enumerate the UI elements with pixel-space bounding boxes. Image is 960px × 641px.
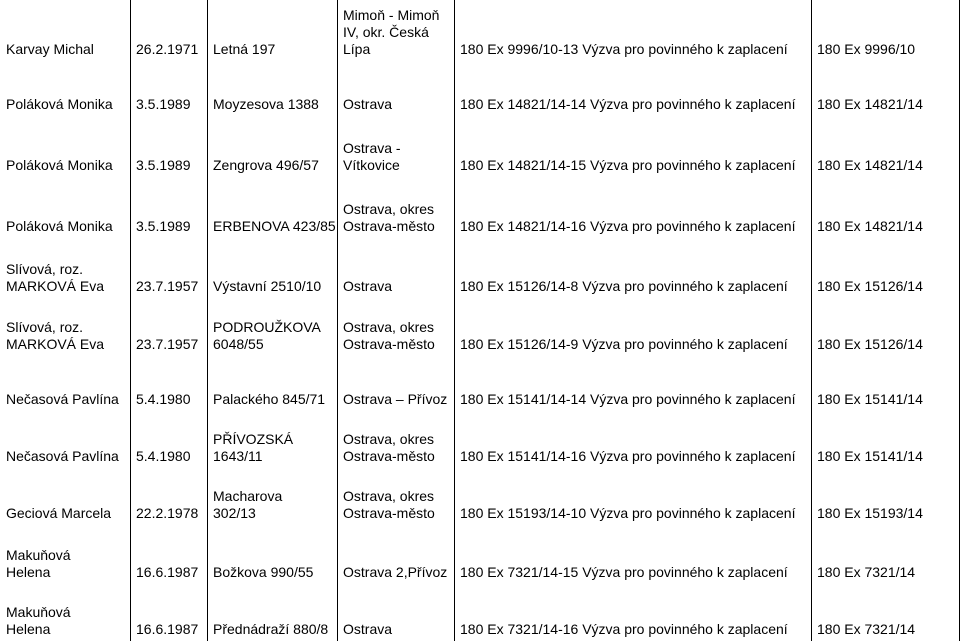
birth-date: 16.6.1987 [136,621,199,637]
table-row [0,177,960,238]
street-address: Letná 197 [213,41,276,57]
case-reference: 180 Ex 15141/14 [817,448,923,464]
street-address: Macharova 302/13 [213,488,283,521]
street-address: ERBENOVA 423/85 [213,218,336,234]
notice-description: 180 Ex 15141/14-14 Výzva pro povinného k zaplacení [460,391,796,407]
street-address: Božkova 990/55 [213,564,314,580]
table-row [0,0,960,61]
debtor-name: Poláková Monika [6,157,113,173]
street-address: Zengrova 496/57 [213,157,319,173]
notice-description: 180 Ex 7321/14-15 Výzva pro povinného k zaplacení [460,564,788,580]
debtor-name: Slívová, roz. MARKOVÁ Eva [6,319,105,352]
case-reference: 180 Ex 7321/14 [817,621,916,637]
city: Ostrava [343,96,393,112]
debtor-name: Poláková Monika [6,96,113,112]
city: Mimoň - Mimoň IV, okr. Česká Lípa [343,7,440,57]
case-reference: 180 Ex 14821/14 [817,218,923,234]
debtor-name: Nečasová Pavlína [6,448,119,464]
case-reference: 180 Ex 15141/14 [817,391,923,407]
debtor-name: Nečasová Pavlína [6,391,119,407]
table-row [0,61,960,116]
city: Ostrava – Přívoz [343,391,448,407]
street-address: Moyzesova 1388 [213,96,319,112]
case-reference: 180 Ex 15193/14 [817,505,923,521]
notice-description: 180 Ex 15141/14-16 Výzva pro povinného k zaplacení [460,448,796,464]
table-row [0,298,960,356]
table-row [0,584,960,641]
city: Ostrava, okres Ostrava-město [343,201,435,234]
birth-date: 3.5.1989 [136,157,191,173]
street-address: Přednádraží 880/8 [213,621,329,637]
notice-description: 180 Ex 15193/14-10 Výzva pro povinného k zaplacení [460,505,796,521]
table-row [0,356,960,411]
city: Ostrava [343,621,393,637]
table-row [0,116,960,177]
debtor-name: Makuňová Helena [6,604,71,637]
debtor-name: Poláková Monika [6,218,113,234]
case-reference: 180 Ex 9996/10 [817,41,916,57]
birth-date: 5.4.1980 [136,391,191,407]
debtor-name: Geciová Marcela [6,505,112,521]
birth-date: 3.5.1989 [136,218,191,234]
notice-description: 180 Ex 15126/14-9 Výzva pro povinného k zaplacení [460,336,788,352]
city: Ostrava, okres Ostrava-město [343,488,435,521]
birth-date: 23.7.1957 [136,278,199,294]
city: Ostrava, okres Ostrava-město [343,431,435,464]
street-address: PODROUŽKOVA 6048/55 [213,319,321,352]
notice-description: 180 Ex 15126/14-8 Výzva pro povinného k zaplacení [460,278,788,294]
debtor-name: Karvay Michal [6,41,94,57]
debtor-name: Slívová, roz. MARKOVÁ Eva [6,261,105,294]
table-row [0,238,960,298]
case-reference: 180 Ex 7321/14 [817,564,916,580]
birth-date: 22.2.1978 [136,505,199,521]
debtor-name: Makuňová Helena [6,547,71,580]
notice-description: 180 Ex 14821/14-16 Výzva pro povinného k zaplacení [460,218,796,234]
case-reference: 180 Ex 15126/14 [817,278,923,294]
notice-description: 180 Ex 7321/14-16 Výzva pro povinného k zaplacení [460,621,788,637]
notice-description: 180 Ex 14821/14-14 Výzva pro povinného k zaplacení [460,96,796,112]
city: Ostrava, okres Ostrava-město [343,319,435,352]
birth-date: 16.6.1987 [136,564,199,580]
notice-description: 180 Ex 14821/14-15 Výzva pro povinného k zaplacení [460,157,796,173]
case-reference: 180 Ex 14821/14 [817,96,923,112]
birth-date: 3.5.1989 [136,96,191,112]
birth-date: 5.4.1980 [136,448,191,464]
table-row [0,411,960,468]
city: Ostrava [343,278,393,294]
city: Ostrava 2,Přívoz [343,564,448,580]
street-address: PŘÍVOZSKÁ 1643/11 [213,431,294,464]
street-address: Výstavní 2510/10 [213,278,322,294]
street-address: Palackého 845/71 [213,391,326,407]
case-reference: 180 Ex 15126/14 [817,336,923,352]
notice-description: 180 Ex 9996/10-13 Výzva pro povinného k zaplacení [460,41,788,57]
table-row [0,525,960,584]
birth-date: 23.7.1957 [136,336,199,352]
case-reference: 180 Ex 14821/14 [817,157,923,173]
city: Ostrava - Vítkovice [343,140,401,173]
table-row [0,468,960,525]
birth-date: 26.2.1971 [136,41,199,57]
